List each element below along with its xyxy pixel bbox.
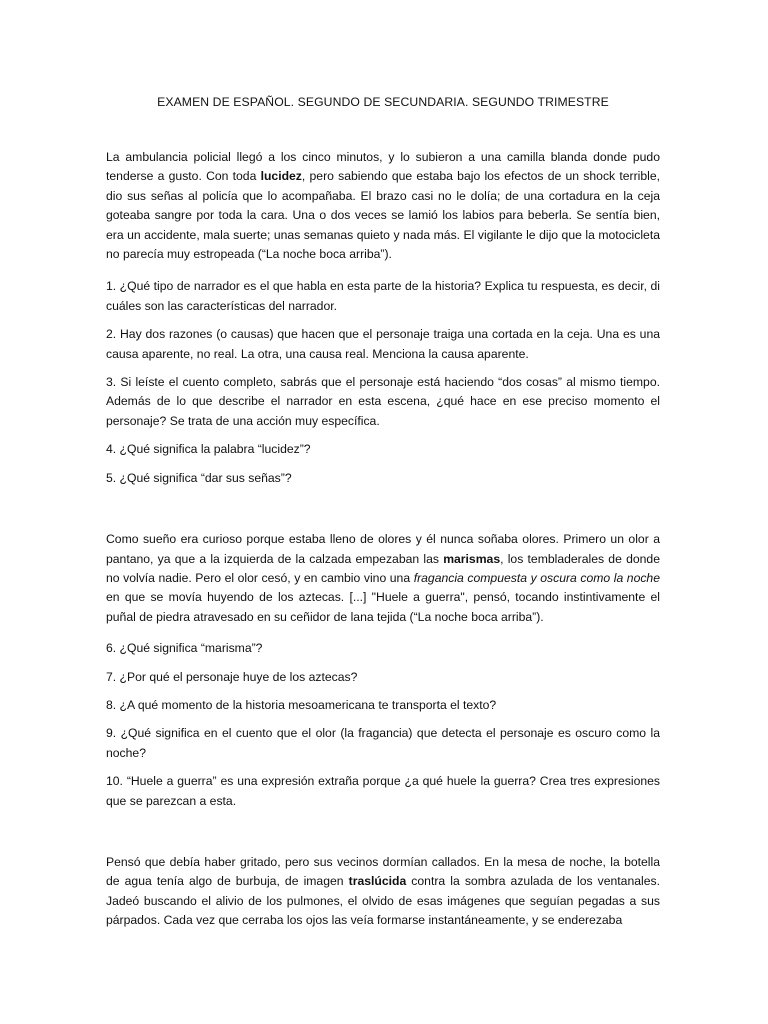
question-1: 1. ¿Qué tipo de narrador es el que habla en esta parte de la historia? Explica tu respuesta, es decir, di cuáles son las características del narrador. xyxy=(106,279,660,313)
passage-1-text-c: , pero sabiendo que estaba bajo los efectos de un shock terrible, dio sus señas al policía que lo acompañaba. El brazo casi no le dolía; de una cortadura en la ceja goteaba sangre por toda la cara. Una o dos veces se lamió los labios para beberla. Se sentía bien, era un accidente, mala suerte; unas semanas quieto y nada más. El vigilante le dijo que la motocicleta no parecía muy estropeada (“La noche boca arriba”). xyxy=(106,169,660,262)
passage-1 xyxy=(106,148,660,264)
document-content xyxy=(106,0,660,931)
passage-3 xyxy=(106,853,660,931)
question-8: 8. ¿A qué momento de la historia mesoamericana te transporta el texto? xyxy=(106,697,497,712)
passage-3-keyword-traslucida: traslúcida xyxy=(348,874,407,889)
question-5: 5. ¿Qué significa “dar sus señas”? xyxy=(106,470,292,485)
passage-2-italic-phrase: fragancia compuesta y oscura como la noche xyxy=(413,570,660,585)
passage-2-text-c: , los tembladerales de donde no volvía nadie. Pero el olor cesó, y en cambio vino una xyxy=(106,551,660,585)
question-6: 6. ¿Qué significa “marisma”? xyxy=(106,641,263,656)
question-4: 4. ¿Qué significa la palabra “lucidez”? xyxy=(106,442,311,457)
passage-2-text-a: Como sueño era curioso porque estaba lleno de olores y él nunca soñaba olores. Primero un olor a pantano, ya que a la izquierda de la calzada empezaban las xyxy=(106,532,660,566)
passage-2 xyxy=(106,530,660,627)
passage-1-text-a: La ambulancia policial llegó a los cinco minutos, y lo subieron a una camilla blanda donde pudo tenderse a gusto. Con toda xyxy=(106,150,660,184)
passage-2-keyword-marismas: marismas xyxy=(443,551,501,566)
question-3: 3. Si leíste el cuento completo, sabrás que el personaje está haciendo “dos cosas” al mismo tiempo. Además de lo que describe el narrador en esta escena, ¿qué hace en ese preciso momento el personaje? Se trata de una acción muy específica. xyxy=(106,375,660,428)
passage-3-text-c: contra la sombra azulada de los ventanales. Jadeó buscando el alivio de los pulmones, el olvido de esas imágenes que seguían pegadas a sus párpados. Cada vez que cerraba los ojos las veía formarse instantáneamente, y se enderezaba xyxy=(106,874,660,928)
passage-1-keyword-lucidez: lucidez xyxy=(260,169,302,184)
passage-2-text-e: en que se movía huyendo de los aztecas. [...] "Huele a guerra", pensó, tocando instintivamente el puñal de piedra atravesado en su ceñidor de lana tejida (“La noche boca arriba”). xyxy=(106,590,660,624)
question-2: 2. Hay dos razones (o causas) que hacen que el personaje traiga una cortada en la ceja. Una es una causa aparente, no real. La otra, una causa real. Menciona la causa aparente. xyxy=(106,327,660,361)
question-9: 9. ¿Qué significa en el cuento que el olor (la fragancia) que detecta el personaje es oscuro como la noche? xyxy=(106,726,660,760)
passage-3-text-a: Pensó que debía haber gritado, pero sus vecinos dormían callados. En la mesa de noche, la botella de agua tenía algo de burbuja, de imagen xyxy=(106,854,660,889)
question-10: 10. “Huele a guerra” es una expresión extraña porque ¿a qué huele la guerra? Crea tres expresiones que se parezcan a esta. xyxy=(106,774,660,808)
page-title: EXAMEN DE ESPAÑOL. SEGUNDO DE SECUNDARIA. SEGUNDO TRIMESTRE xyxy=(157,95,609,109)
question-7: 7. ¿Por qué el personaje huye de los aztecas? xyxy=(106,669,358,684)
